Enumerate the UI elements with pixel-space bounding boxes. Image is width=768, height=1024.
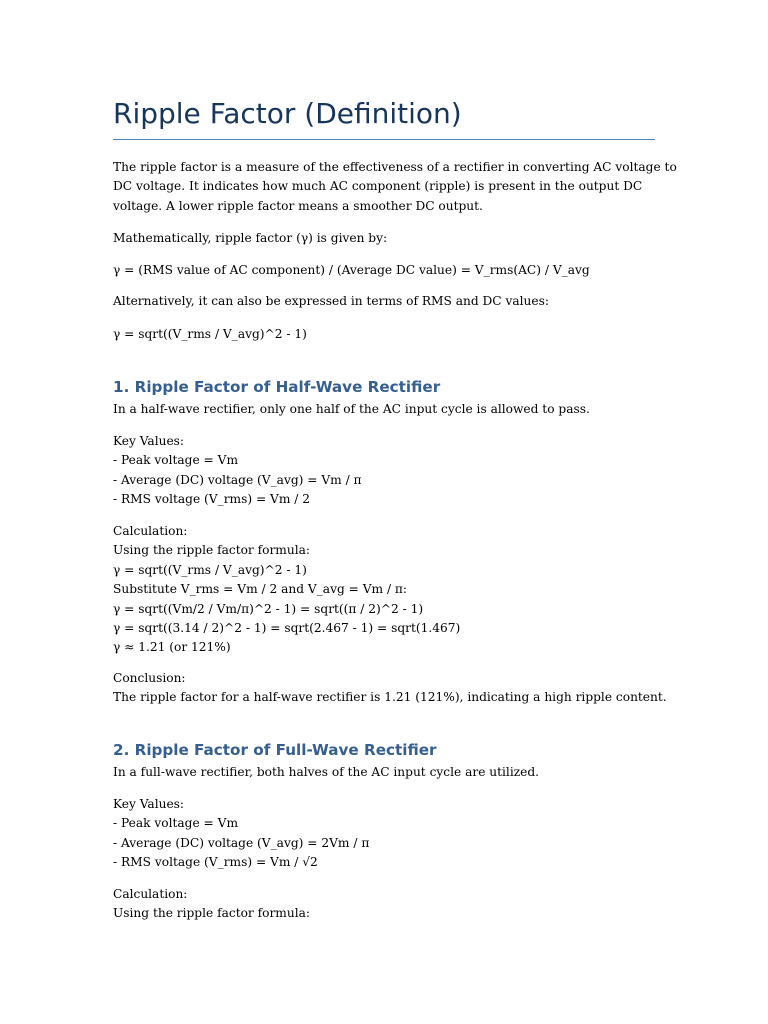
intro-line: The ripple factor is a measure of the effectiveness of a rectifier in converting AC voltage to [113,160,677,174]
section1-intro-line: In a half-wave rectifier, only one half of the AC input cycle is allowed to pass. [113,402,590,416]
section2-intro [113,763,658,782]
key-value-item: - RMS voltage (V_rms) = Vm / √2 [113,855,318,870]
calculation-label: Calculation: [113,887,188,901]
calculation-step: γ = sqrt((V_rms / V_avg)^2 - 1) [113,562,307,577]
key-value-item: - RMS voltage (V_rms) = Vm / 2 [113,492,311,507]
section2-key-values [113,795,658,873]
calculation-step: Using the ripple factor formula: [113,906,310,921]
math-intro-text [113,229,658,248]
calculation-result: γ ≈ 1.21 (or 121%) [113,640,231,655]
formula-line: γ = (RMS value of AC component) / (Average DC value) = V_rms(AC) / V_avg [113,263,590,277]
formula-line: γ = sqrt((V_rms / V_avg)^2 - 1) [113,327,307,341]
calculation-step: Substitute V_rms = Vm / 2 and V_avg = Vm / π: [113,582,408,597]
key-values-label: Key Values: [113,434,185,448]
key-value-item: - Peak voltage = Vm [113,453,238,468]
formula-sqrt [113,325,658,344]
calculation-step: γ = sqrt((Vm/2 / Vm/π)^2 - 1) = sqrt((π / 2)^2 - 1) [113,601,424,616]
document-title: Ripple Factor (Definition) [113,97,462,130]
section1-key-values [113,432,658,510]
intro-line: DC voltage. It indicates how much AC component (ripple) is present in the output DC [113,179,643,194]
key-value-item: - Average (DC) voltage (V_avg) = Vm / π [113,472,362,487]
section1-intro [113,400,658,419]
section1-heading: 1. Ripple Factor of Half-Wave Rectifier [113,378,441,396]
conclusion-label: Conclusion: [113,671,186,685]
intro-paragraph [113,158,677,216]
section2-calculation [113,885,658,924]
key-value-item: - Peak voltage = Vm [113,816,238,831]
key-value-item: - Average (DC) voltage (V_avg) = 2Vm / π [113,835,370,850]
calculation-step: Using the ripple factor formula: [113,543,310,558]
calculation-label: Calculation: [113,524,188,538]
alt-intro-line: Alternatively, it can also be expressed in terms of RMS and DC values: [113,294,549,308]
document-page [113,0,677,1024]
section1-conclusion [113,669,667,708]
formula-ac-over-dc [113,261,658,280]
key-values-label: Key Values: [113,797,185,811]
math-intro-line: Mathematically, ripple factor (γ) is given by: [113,231,388,245]
alt-expression-text [113,292,658,311]
intro-line: voltage. A lower ripple factor means a smoother DC output. [113,198,483,213]
conclusion-text: The ripple factor for a half-wave rectifier is 1.21 (121%), indicating a high ripple content. [113,690,667,705]
section2-intro-line: In a full-wave rectifier, both halves of the AC input cycle are utilized. [113,765,540,779]
title-underline [113,139,655,140]
calculation-step: γ = sqrt((3.14 / 2)^2 - 1) = sqrt(2.467 - 1) = sqrt(1.467) [113,621,461,636]
section1-calculation [113,522,658,658]
section2-heading: 2. Ripple Factor of Full-Wave Rectifier [113,741,437,759]
